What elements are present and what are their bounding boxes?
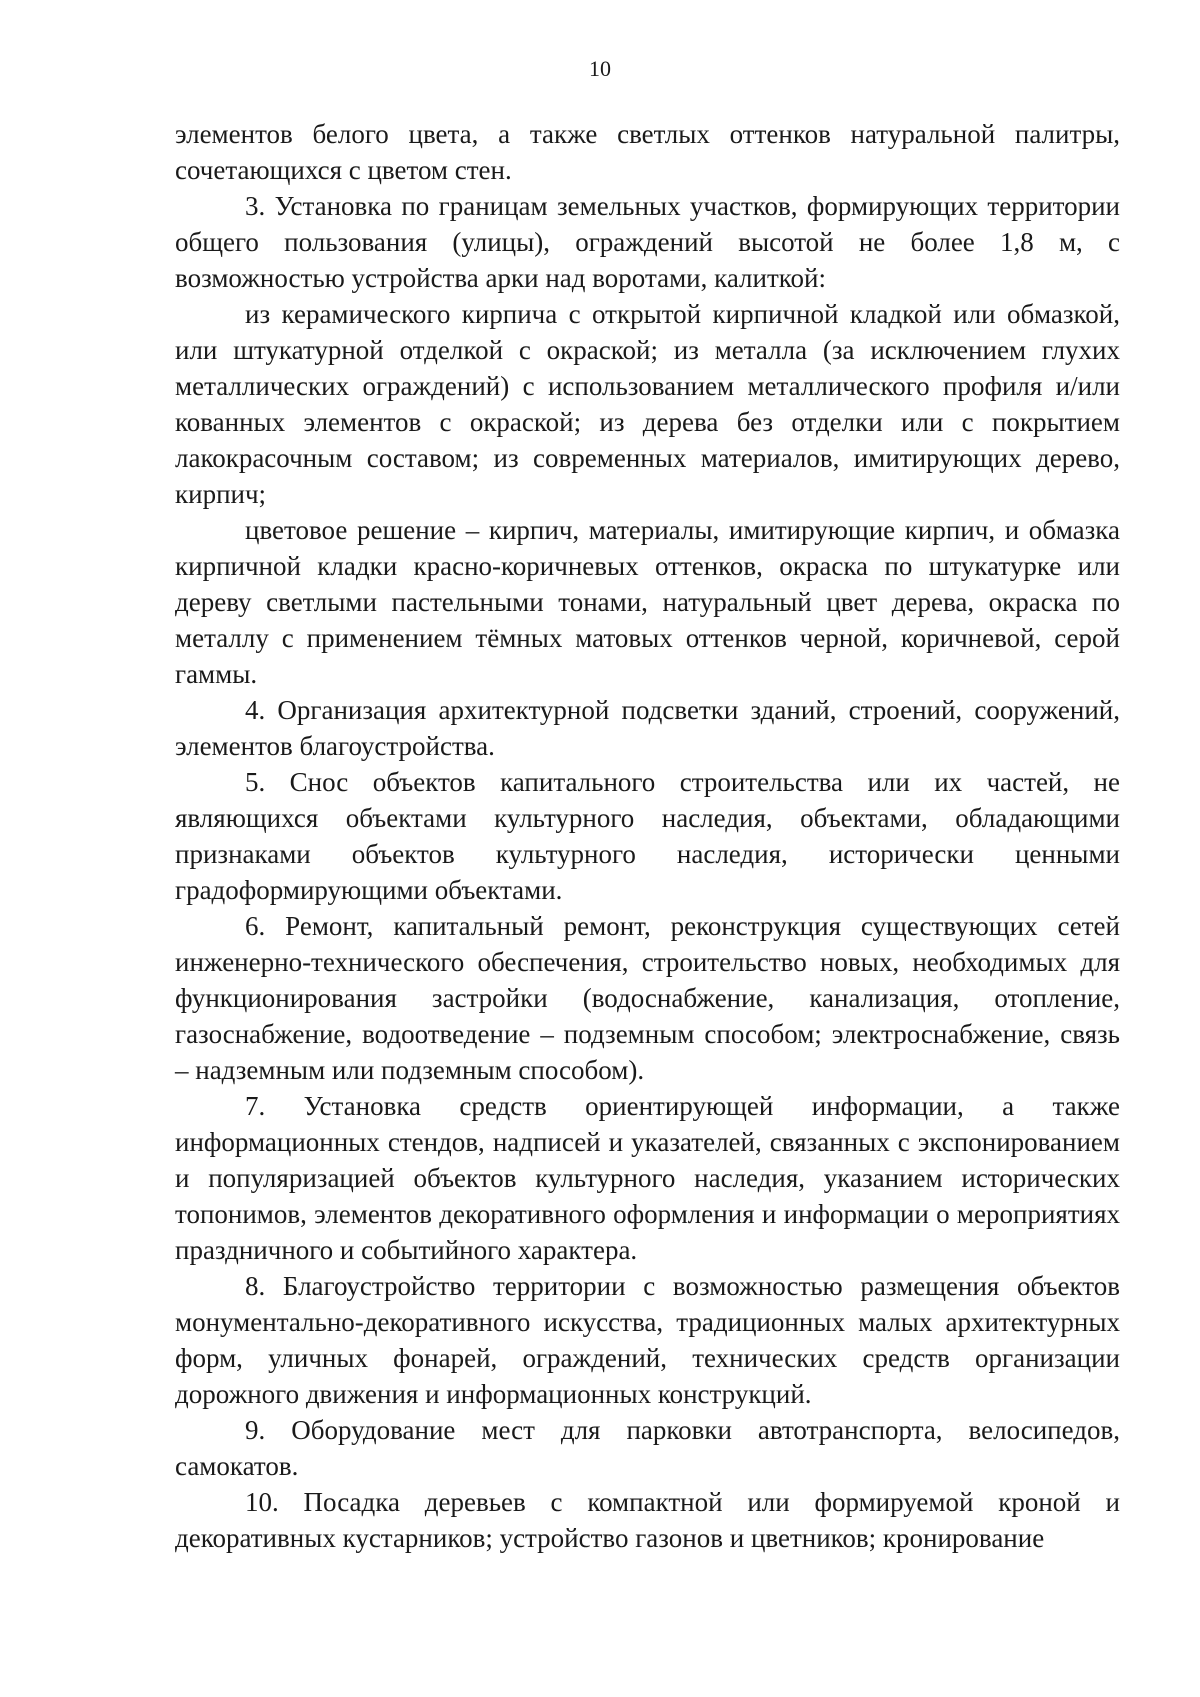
paragraph: 8. Благоустройство территории с возможностью размещения объектов монументально-декоративного искусства, традиционных малых архитектурных форм, уличных фонарей, ограждений, технических средств организации дорожного движения и информационных конструкций.: [175, 1271, 1120, 1409]
document-body: [175, 116, 1120, 1556]
paragraph: 9. Оборудование мест для парковки автотранспорта, велосипедов, самокатов.: [175, 1415, 1120, 1481]
paragraph: 4. Организация архитектурной подсветки зданий, строений, сооружений, элементов благоустройства.: [175, 695, 1120, 761]
paragraph: 3. Установка по границам земельных участков, формирующих территории общего пользования (улицы), ограждений высотой не более 1,8 м, с возможностью устройства арки над воротами, калиткой:: [175, 191, 1120, 293]
paragraph: 6. Ремонт, капитальный ремонт, реконструкция существующих сетей инженерно-технического обеспечения, строительство новых, необходимых для функционирования застройки (водоснабжение, канализация, отопление, газоснабжение, водоотведение – подземным способом; электроснабжение, связь – надземным или подземным способом).: [175, 911, 1120, 1085]
paragraph: элементов белого цвета, а также светлых оттенков натуральной палитры, сочетающихся с цветом стен.: [175, 119, 1120, 185]
paragraph: из керамического кирпича с открытой кирпичной кладкой или обмазкой, или штукатурной отделкой с окраской; из металла (за исключением глухих металлических ограждений) с использованием металлического профиля и/или кованных элементов с окраской; из дерева без отделки или с покрытием лакокрасочным составом; из современных материалов, имитирующих дерево, кирпич;: [175, 299, 1120, 509]
paragraph: 10. Посадка деревьев с компактной или формируемой кроной и декоративных кустарников; устройство газонов и цветников; кронирование: [175, 1487, 1120, 1553]
paragraph: 7. Установка средств ориентирующей информации, а также информационных стендов, надписей и указателей, связанных с экспонированием и популяризацией объектов культурного наследия, указанием исторических топонимов, элементов декоративного оформления и информации о мероприятиях праздничного и событийного характера.: [175, 1091, 1120, 1265]
paragraph: 5. Снос объектов капитального строительства или их частей, не являющихся объектами культурного наследия, объектами, обладающими признаками объектов культурного наследия, исторически ценными градоформирующими объектами.: [175, 767, 1120, 905]
page-number: 10: [589, 56, 611, 81]
paragraph: цветовое решение – кирпич, материалы, имитирующие кирпич, и обмазка кирпичной кладки красно-коричневых оттенков, окраска по штукатурке или дереву светлыми пастельными тонами, натуральный цвет дерева, окраска по металлу с применением тёмных матовых оттенков черной, коричневой, серой гаммы.: [175, 515, 1120, 689]
